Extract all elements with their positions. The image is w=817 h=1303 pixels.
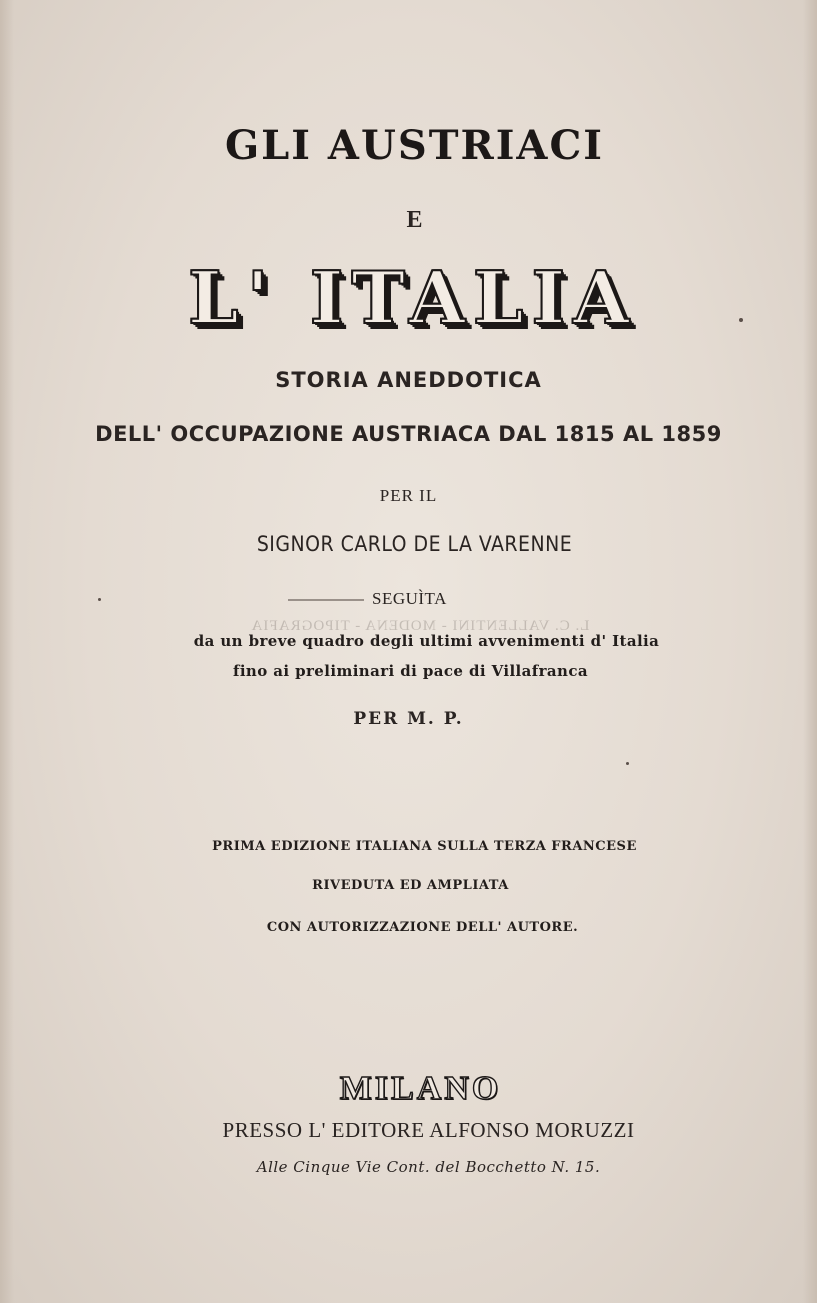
paper-speck (626, 762, 629, 765)
book-title: GLI AUSTRIACI (224, 122, 605, 169)
per-il-label: PER IL (379, 486, 438, 505)
seguita-row (0, 589, 817, 613)
author-name: SIGNOR CARLO DE LA VARENNE (256, 532, 573, 556)
edition-line-2: RIVEDUTA ED AMPLIATA (312, 878, 509, 893)
publisher-address: Alle Cinque Vie Cont. del Bocchetto N. 15. (256, 1158, 601, 1176)
title-conjunction: E (406, 207, 423, 233)
publication-city: MILANO (339, 1070, 502, 1107)
description-line-2: fino ai preliminari di pace di Villafranca (232, 662, 589, 680)
edition-line-1: PRIMA EDIZIONE ITALIANA SULLA TERZA FRANCESE (212, 839, 637, 854)
description-line-1: da un breve quadro degli ultimi avvenimenti d' Italia (193, 632, 660, 650)
book-title-second: L' ITALIA (187, 255, 638, 340)
publisher-name: PRESSO L' EDITORE ALFONSO MORUZZI (222, 1118, 635, 1142)
decorative-rule (288, 599, 364, 601)
paper-speck (98, 598, 101, 601)
edition-line-3: CON AUTORIZZAZIONE DELL' AUTORE. (266, 920, 579, 935)
bleed-through-stamp: L. C. VALLENTINI - MODENA - TIPOGRAFIA (250, 618, 590, 634)
subtitle-line-2: DELL' OCCUPAZIONE AUSTRIACA DAL 1815 AL 1859 (95, 422, 722, 446)
per-mp-label: PER M. P. (353, 709, 464, 729)
seguita-label: SEGUÌTA (372, 589, 447, 608)
paper-speck (739, 318, 743, 322)
subtitle-line-1: STORIA ANEDDOTICA (275, 368, 542, 392)
